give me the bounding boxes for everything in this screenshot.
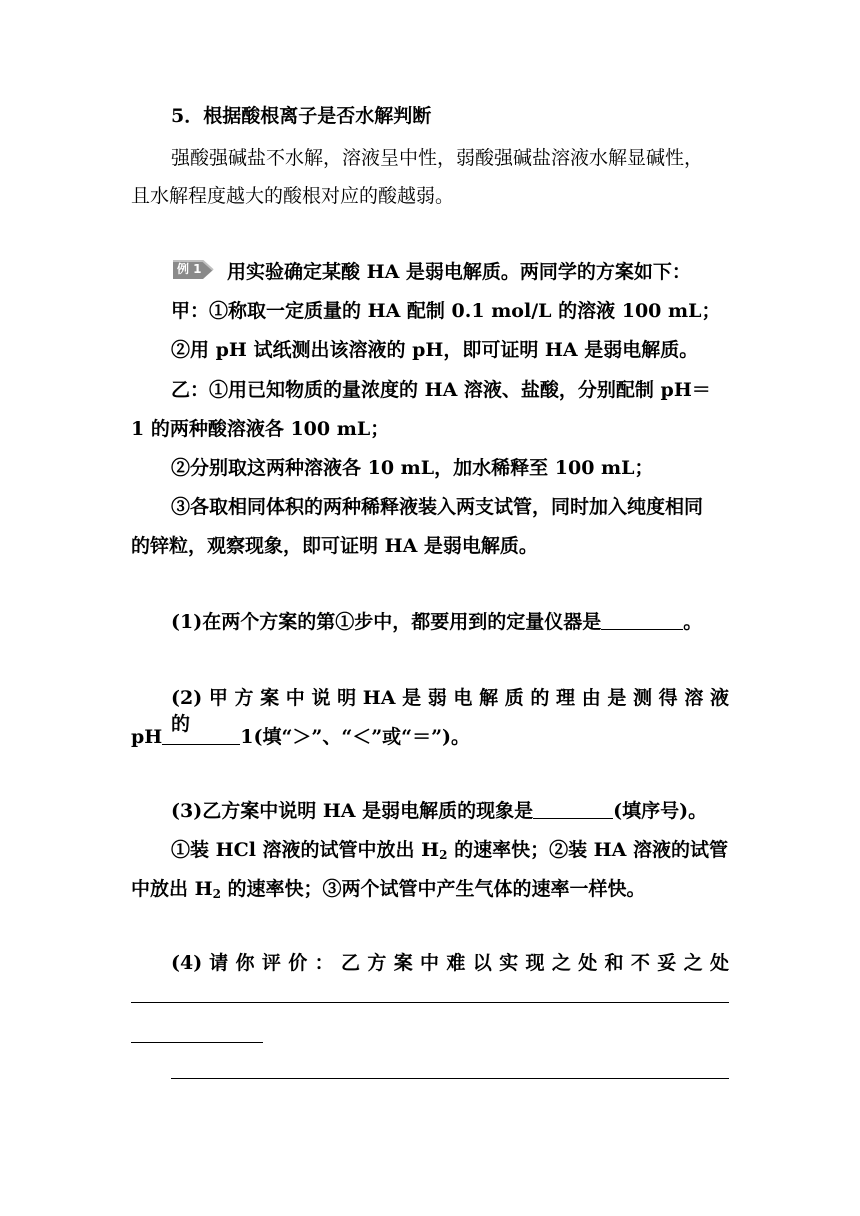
h2-subscript: 2: [439, 848, 448, 862]
question-4-answer-line-3[interactable]: [171, 1078, 729, 1079]
question-3-option-3-text: 的速率快；③两个试管中产生气体的速率一样快。: [220, 878, 646, 900]
plan-yi-step-1-line-1: 乙：①用已知物质的量浓度的 HA 溶液、盐酸，分别配制 pH＝: [171, 379, 711, 401]
question-1-end: 。: [683, 611, 703, 633]
question-2-line-1: (2) 甲 方 案 中 说 明 HA 是 弱 电 解 质 的 理 由 是 测 得 溶 液 的: [171, 687, 729, 735]
plan-yi-step-1-line-2: 1 的两种酸溶液各 100 mL；: [131, 418, 390, 440]
example-badge-label: 例 1: [177, 262, 202, 276]
question-2-options: 1(填“＞”、“＜”或“＝”)。: [240, 726, 471, 748]
question-4-line-1: (4) 请 你 评 价 ： 乙 方 案 中 难 以 实 现 之 处 和 不 妥 之 处: [171, 952, 729, 974]
question-3-option-1-text: ①装 HCl 溶液的试管中放出 H: [171, 839, 440, 861]
question-1-answer-blank[interactable]: [601, 611, 683, 630]
question-4-answer-line-1[interactable]: [131, 1002, 729, 1003]
plan-jia-step-2: ②用 pH 试纸测出该溶液的 pH，即可证明 HA 是弱电解质。: [171, 339, 699, 361]
question-2-line-2: [131, 724, 729, 750]
question-2-ph: pH: [131, 726, 163, 748]
section-body-line-1: 强酸强碱盐不水解，溶液呈中性，弱酸强碱盐溶液水解显碱性，: [171, 147, 704, 169]
plan-jia-step-1: 甲：①称取一定质量的 HA 配制 0.1 mol/L 的溶液 100 mL；: [171, 300, 721, 322]
question-3-option-2-cont: 中放出 H: [131, 878, 213, 900]
question-3-option-2-text: 的速率快；②装 HA 溶液的试管: [447, 839, 728, 861]
question-1: [171, 609, 729, 635]
question-3-end: (填序号)。: [613, 800, 708, 822]
question-4-answer-line-2[interactable]: [131, 1042, 263, 1043]
h2-subscript: 2: [212, 887, 221, 901]
plan-yi-step-3-line-2: 的锌粒，观察现象，即可证明 HA 是弱电解质。: [131, 535, 538, 557]
question-2-answer-blank[interactable]: [162, 726, 240, 745]
plan-yi-step-3-line-1: ③各取相同体积的两种稀释液装入两支试管，同时加入纯度相同: [171, 496, 704, 518]
question-3: [171, 798, 729, 824]
example-intro-text: 用实验确定某酸 HA 是弱电解质。两同学的方案如下：: [227, 261, 691, 283]
question-1-text: (1)在两个方案的第①步中，都要用到的定量仪器是: [171, 611, 602, 633]
question-3-options-line-2: [131, 876, 729, 902]
section-heading: 5．根据酸根离子是否水解判断: [171, 105, 432, 127]
plan-yi-step-2: ②分别取这两种溶液各 10 mL，加水稀释至 100 mL；: [171, 457, 654, 479]
section-body-line-2: 且水解程度越大的酸根对应的酸越弱。: [131, 185, 455, 207]
example-intro: [171, 259, 729, 285]
question-3-text: (3)乙方案中说明 HA 是弱电解质的现象是: [171, 800, 534, 822]
example-badge: [171, 259, 215, 281]
question-3-options-line-1: [171, 837, 729, 863]
question-3-answer-blank[interactable]: [533, 800, 613, 819]
